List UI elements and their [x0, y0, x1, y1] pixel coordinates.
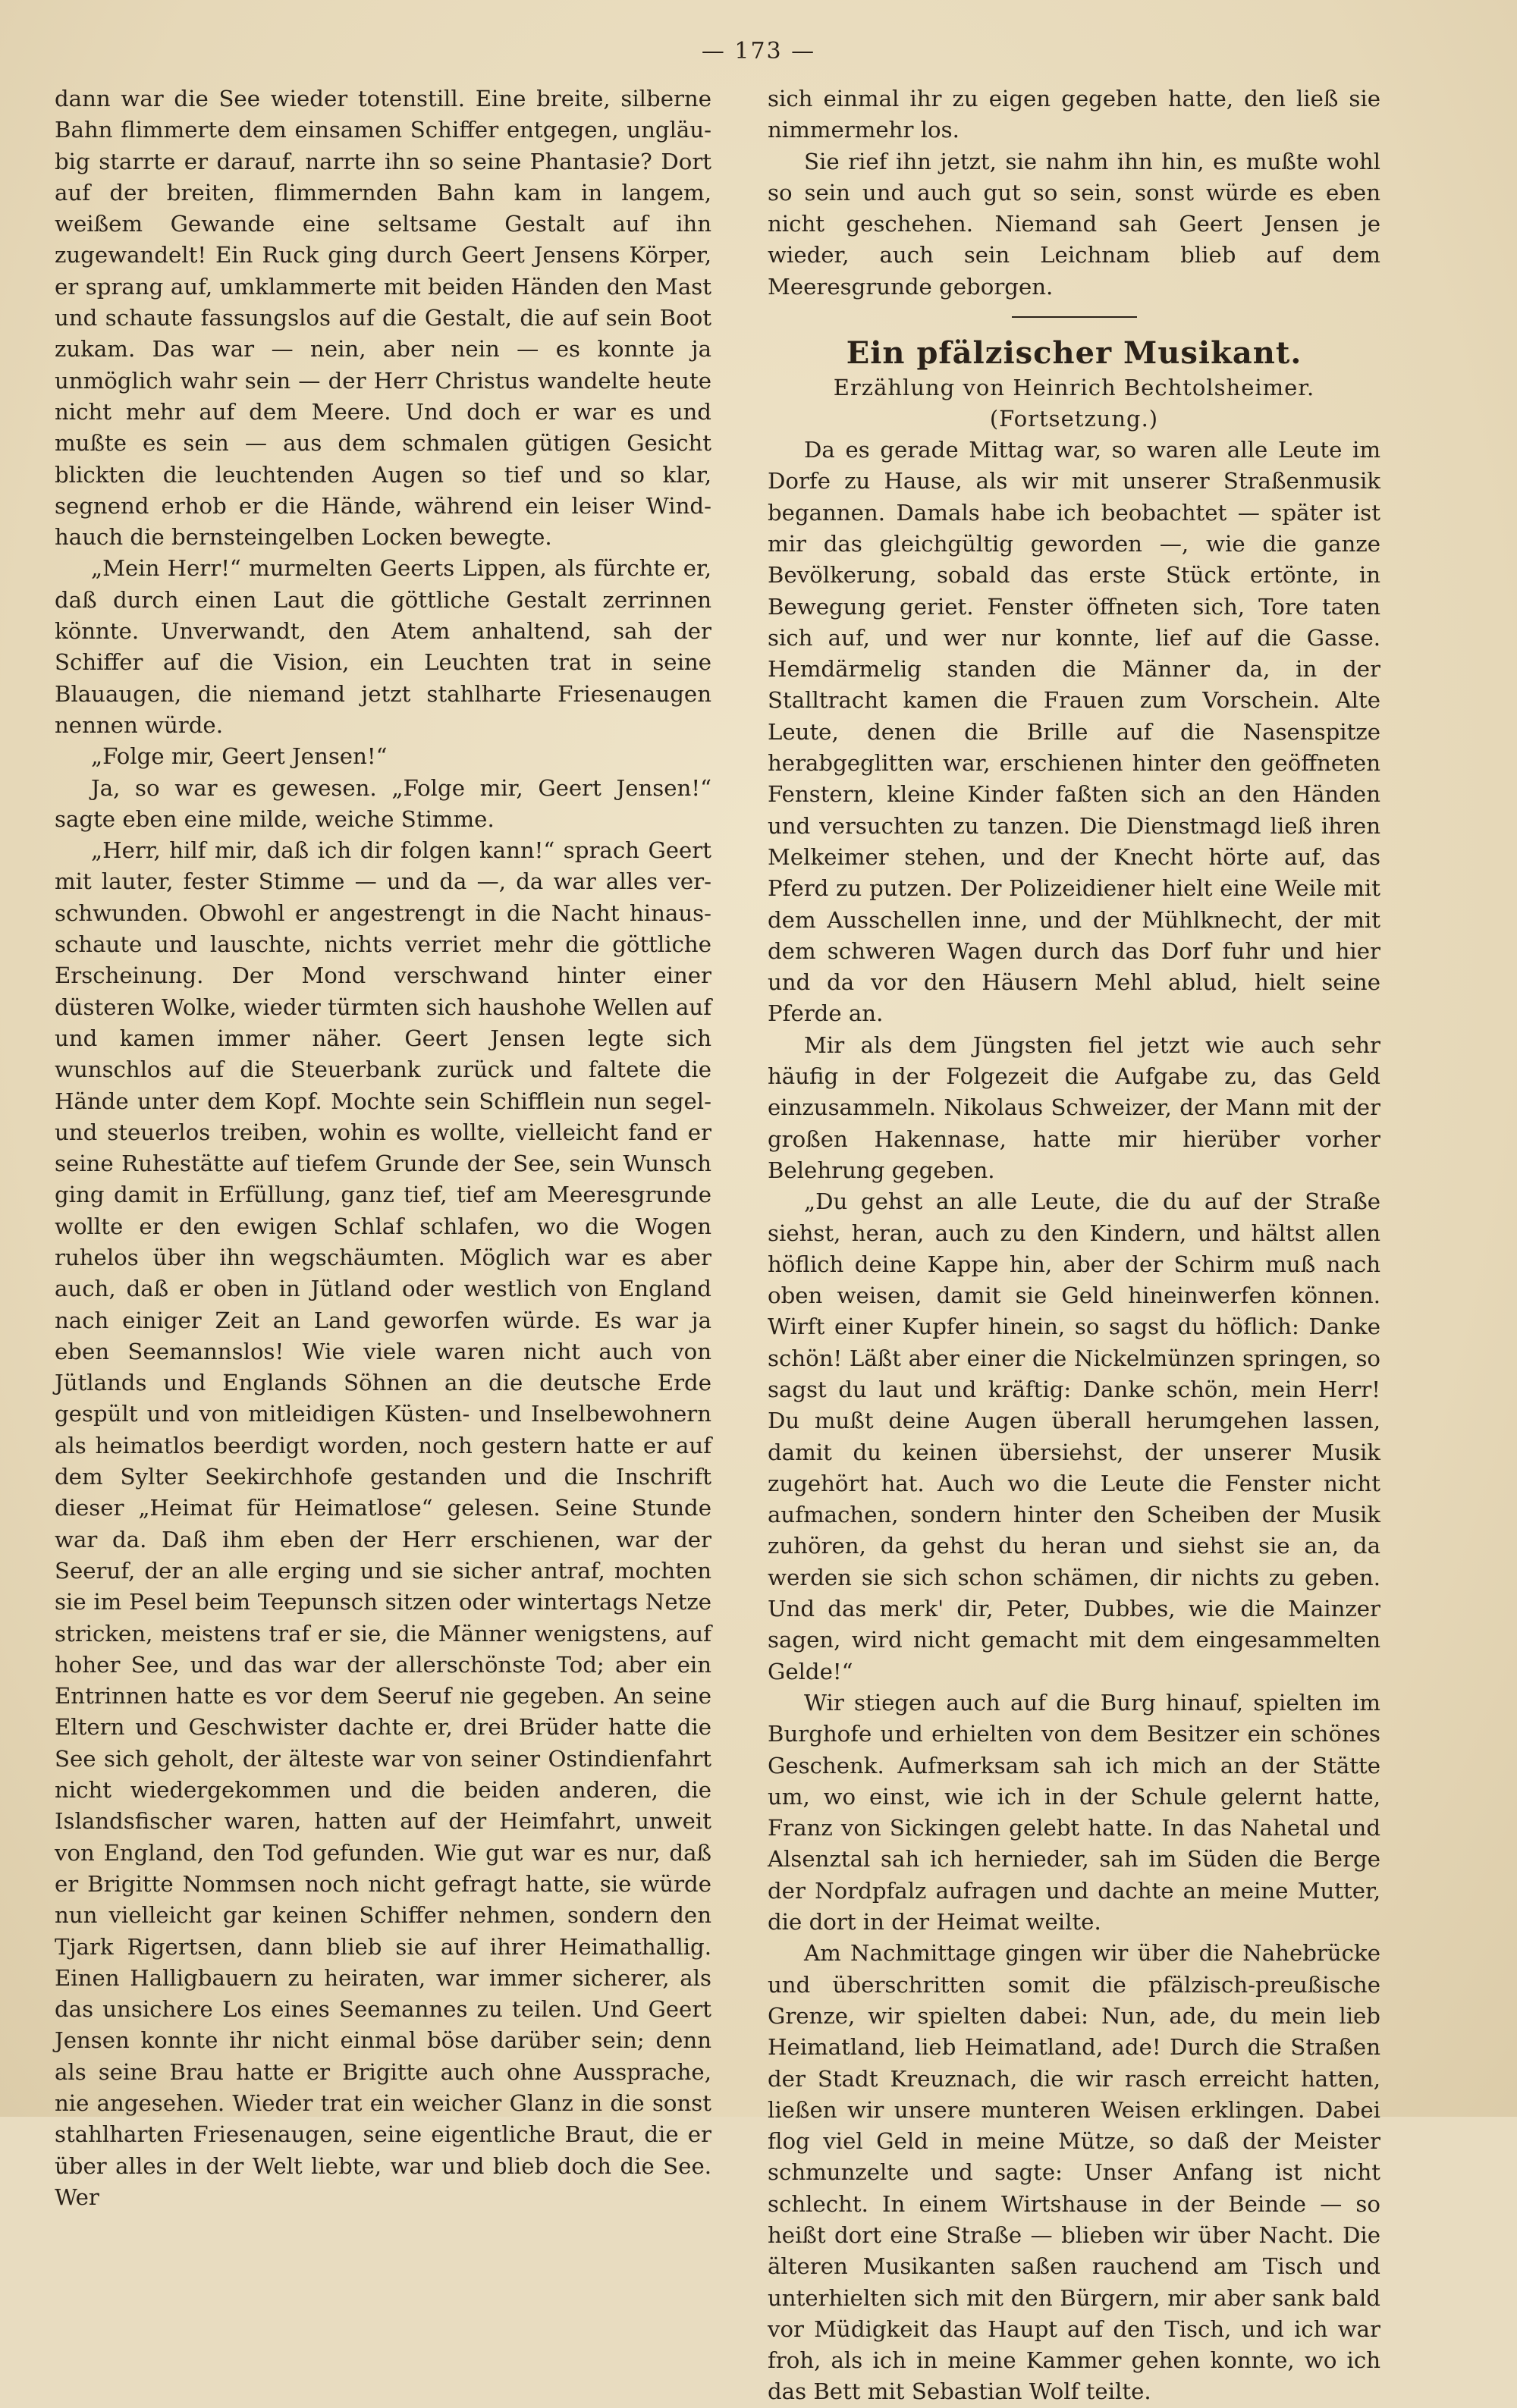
left-paragraph: „Folge mir, Geert Jensen!“	[91, 743, 388, 770]
page-number: — 173 —	[701, 38, 816, 64]
story-author: Erzählung von Heinrich Bechtolsheimer.	[833, 375, 1315, 401]
right-paragraph: Am Nachmittage gingen wir über die Nahebrücke und überschritten somit die pfälzisch-preußische Grenze, wir spielten dabei: Nun, ade, du mein lieb Heimatland, lieb Heimatland, ade! Durch die Straßen der Stadt Kreuznach, die wir rasch erreicht hatten, ließen wir unsere munteren Weisen erklingen. Dabei flog viel Geld in meine Mütze, so daß der Meister schmunzelte und sagte: Unser Anfang ist nicht schlecht. In einem Wirtshause in der Beinde — so heißt dort eine Straße — blieben wir über Nacht. Die älteren Musikanten saßen rauchend am Tisch und unterhielten sich mit den Bürgern, mir aber sank bald vor Müdigkeit das Haupt auf den Tisch, und ich war froh, als ich in meine Kammer gehen konnte, wo ich das Bett mit Sebastian Wolf teilte.	[768, 1940, 1380, 2405]
right-intro-paragraph: sich einmal ihr zu eigen gegeben hatte, den ließ sie nimmermehr los.	[768, 86, 1380, 143]
left-paragraph: „Mein Herr!“ murmelten Geerts Lippen, als fürchte er, daß durch einen Laut die göttliche Gestalt zerrinnen könnte. Unverwandt, den Atem anhaltend, sah der Schiffer auf die Vision, ein Leuchten trat in seine Blauaugen, die niemand jetzt stahlharte Friesenaugen nennen würde.	[55, 555, 711, 738]
right-column	[768, 83, 1380, 2408]
right-paragraph: „Du gehst an alle Leute, die du auf der Straße siehst, heran, auch zu den Kindern, und hältst allen höflich deine Kappe hin, aber der Schirm muß nach oben weisen, damit sie Geld hineinwerfen können. Wirft einer Kupfer hinein, so sagst du höflich: Danke schön! Läßt aber einer die Nickelmünzen springen, so sagst du laut und kräftig: Danke schön, mein Herr! Du mußt deine Augen überall herumgehen lassen, damit du keinen übersiehst, der unserer Musik zugehört hat. Auch wo die Leute die Fenster nicht aufmachen, sondern hinter den Scheiben der Musik zuhören, da gehst du heran und siehst sie an, da werden sie sich schon schämen, dir nichts zu geben. Und das merk' dir, Peter, Dubbes, wie die Mainzer sagen, wird nicht gemacht mit dem eingesammelten Gelde!“	[768, 1188, 1380, 1684]
right-intro-paragraph: Sie rief ihn jetzt, sie nahm ihn hin, es mußte wohl so sein und auch gut so sein, sonst würde es eben nicht geschehen. Niemand sah Geert Jensen je wieder, auch sein Leichnam blieb auf dem Meeresgrunde geborgen.	[768, 148, 1380, 300]
left-paragraph: dann war die See wieder totenstill. Eine breite, silberne Bahn flimmerte dem einsamen Schiffer entgegen, ungläubig starrte er darauf, narrte ihn so seine Phantasie? Dort auf der breiten, flimmernden Bahn kam in langem, weißem Gewande eine seltsame Gestalt auf ihn zugewandelt! Ein Ruck ging durch Geert Jensens Körper, er sprang auf, umklammerte mit beiden Händen den Mast und schaute fassungslos auf die Gestalt, die auf sein Boot zukam. Das war — nein, aber nein — es konnte ja unmöglich wahr sein — der Herr Christus wandelte heute nicht mehr auf dem Meere. Und doch er war es und mußte es sein — aus dem schmalen gütigen Gesicht blickten die leuchtenden Augen so tief und so klar, segnend erhob er die Hände, während ein leiser Windhauch die bernsteingelben Locken bewegte.	[55, 86, 711, 551]
story-title: Ein pfälzischer Musikant.	[846, 335, 1302, 372]
right-paragraph: Wir stiegen auch auf die Burg hinauf, spielten im Burghofe und erhielten von dem Besitzer ein schönes Geschenk. Aufmerksam sah ich mich an der Stätte um, wo einst, wie ich in der Schule gelernt hatte, Franz von Sickingen gelebt hatte. In das Nahetal und Alsenztal sah ich hernieder, sah im Süden die Berge der Nordpfalz aufragen und dachte an meine Mutter, die dort in der Heimat weilte.	[768, 1689, 1380, 1936]
left-paragraph: „Herr, hilf mir, daß ich dir folgen kann!“ sprach Geert mit lauter, fester Stimme — und da —, da war alles verschwunden. Obwohl er angestrengt in die Nacht hinausschaute und lauschte, nichts verriet mehr die göttliche Erscheinung. Der Mond verschwand hinter einer düsteren Wolke, wieder türmten sich haushohe Wellen auf und kamen immer näher. Geert Jensen legte sich wunschlos auf die Steuerbank zurück und faltete die Hände unter dem Kopf. Mochte sein Schifflein nun segel- und steuerlos treiben, wohin es wollte, vielleicht fand er seine Ruhestätte auf tiefem Grunde der See, sein Wunsch ging damit in Erfüllung, ganz tief, tief am Meeresgrunde wollte er den ewigen Schlaf schlafen, wo die Wogen ruhelos über ihn wegschäumten. Möglich war es aber auch, daß er oben in Jütland oder westlich von England nach einiger Zeit an Land geworfen würde. Es war ja eben Seemannslos! Wie viele waren nicht auch von Jütlands und Englands Söhnen an die deutsche Erde gespült und von mitleidigen Küsten- und Inselbewohnern als heimatlos beerdigt worden, noch gestern hatte er auf dem Sylter Seekirchhofe gestanden und die Inschrift dieser „Heimat für Heimatlose“ gelesen. Seine Stunde war da. Daß ihm eben der Herr erschienen, war der Seeruf, der an alle erging und sie sicher antraf, mochten sie im Pesel beim Teepunsch sitzen oder wintertags Netze stricken, meistens traf er sie, die Männer wenigstens, auf hoher See, und das war der allerschönste Tod; aber ein Entrinnen hatte es vor dem Seeruf nie gegeben. An seine Eltern und Geschwister dachte er, drei Brüder hatte die See sich geholt, der älteste war von seiner Ostindienfahrt nicht wiedergekommen und die beiden anderen, die Islandsfischer waren, hatten auf der Heimfahrt, unweit von England, den Tod gefunden. Wie gut war es nur, daß er Brigitte Nommsen noch nicht gefragt hatte, sie würde nun vielleicht gar keinen Schiffer nehmen, sondern den Tjark Rigertsen, dann blieb sie auf ihrer Heimathallig. Einen Halligbauern zu heiraten, war immer sicherer, als das unsichere Los eines Seemannes zu teilen. Und Geert Jensen konnte ihr nicht einmal böse darüber sein; denn als seine Brau hatte er Brigitte auch ohne Aussprache, nie angesehen. Wieder trat ein weicher Glanz in die sonst stahlharten Friesenaugen, seine eigentliche Braut, die er über alles in der Welt liebte, war und blieb doch die See. Wer	[55, 837, 711, 2210]
right-paragraph: Mir als dem Jüngsten fiel jetzt wie auch sehr häufig in der Folgezeit die Aufgabe zu, das Geld einzusammeln. Nikolaus Schweizer, der Mann mit der großen Hakennase, hatte mir hierüber vorher Belehrung gegeben.	[768, 1031, 1380, 1183]
left-paragraph: Ja, so war es gewesen. „Folge mir, Geert Jensen!“ sagte eben eine milde, weiche Stimme.	[55, 774, 711, 832]
section-divider	[1012, 316, 1137, 318]
right-paragraph: Da es gerade Mittag war, so waren alle Leute im Dorfe zu Hause, als wir mit unserer Straßenmusik begannen. Damals habe ich beobachtet — später ist mir das gleichgültig geworden —, wie die ganze Bevölkerung, sobald das erste Stück ertönte, in Bewegung geriet. Fenster öffneten sich, Tore taten sich auf, und wer nur konnte, lief auf die Gasse. Hemdärmelig standen die Männer da, in der Stalltracht kamen die Frauen zum Vorschein. Alte Leute, denen die Brille auf die Nasenspitze herabgeglitten war, erschienen hinter den geöffneten Fenstern, kleine Kinder faßten sich an den Händen und versuchten zu tanzen. Die Dienstmagd ließ ihren Melkeimer stehen, und der Knecht hörte auf, das Pferd zu putzen. Der Polizeidiener hielt eine Weile mit dem Ausschellen inne, und der Mühlknecht, der mit dem schweren Wagen durch das Dorf fuhr und hier und da vor den Häusern Mehl ablud, hielt seine Pferde an.	[768, 437, 1380, 1027]
left-column	[55, 83, 711, 2213]
story-continuation: (Fortsetzung.)	[989, 406, 1159, 432]
